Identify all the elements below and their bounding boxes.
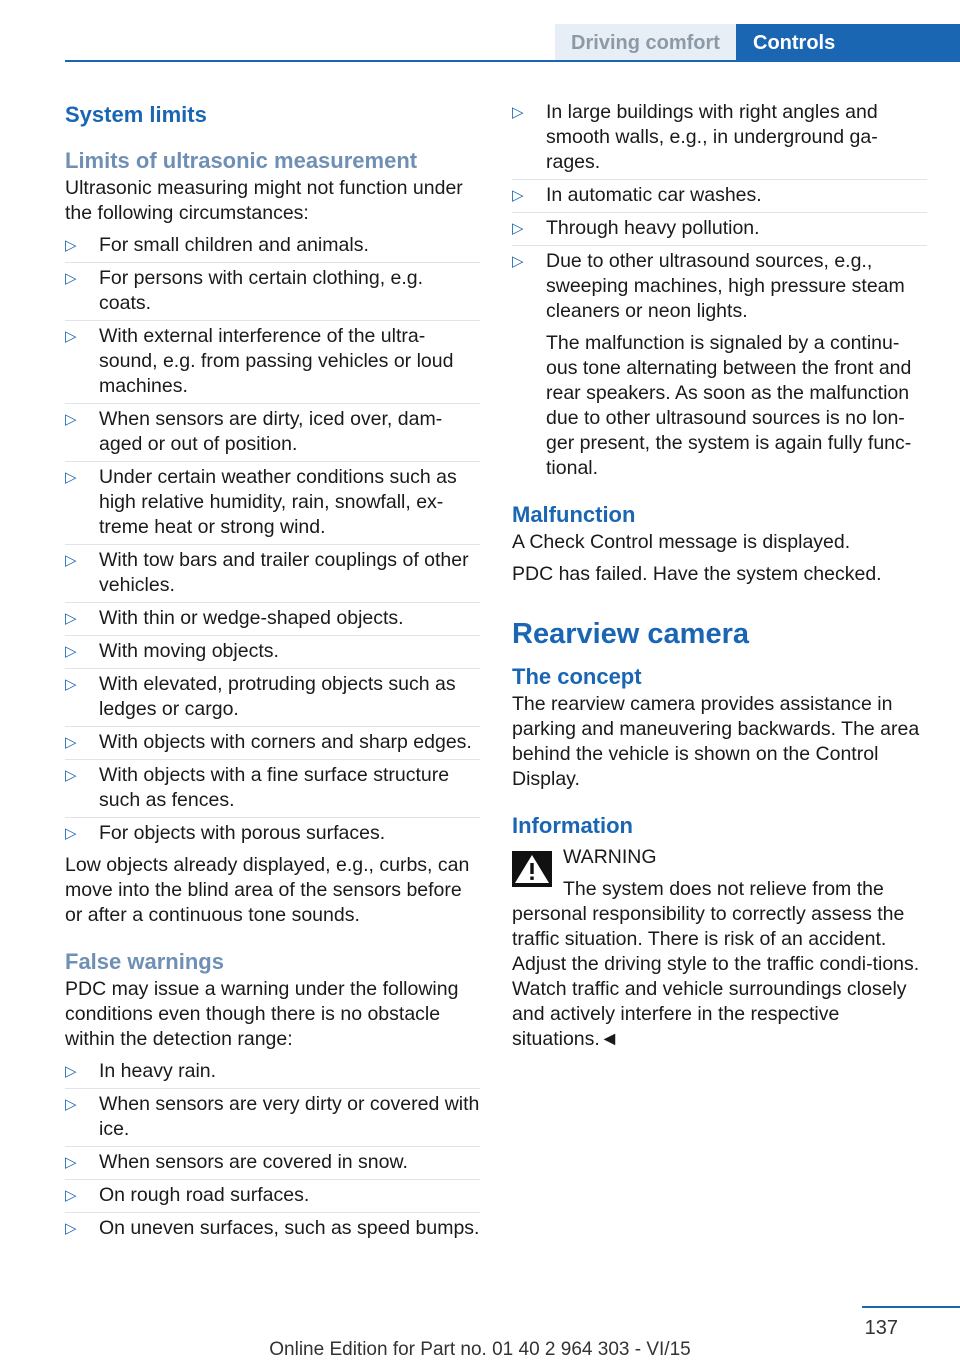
heading-information: Information: [512, 813, 633, 838]
bullet-triangle-icon: ▷: [512, 104, 524, 121]
header-section-tab: Driving comfort: [555, 24, 736, 62]
bullet-triangle-icon: ▷: [65, 411, 77, 428]
bullet-triangle-icon: ▷: [65, 469, 77, 486]
list-item: ▷ On rough road surfaces.: [65, 1183, 480, 1213]
bullet-triangle-icon: ▷: [65, 270, 77, 287]
bullet-triangle-icon: ▷: [65, 1154, 77, 1171]
heading-the-concept: The concept: [512, 664, 642, 689]
list-item: ▷ For small children and animals.: [65, 233, 480, 263]
bullet-triangle-icon: ▷: [65, 643, 77, 660]
heading-false-warnings: False warnings: [65, 949, 224, 974]
list-item: ▷ With tow bars and trailer couplings of other vehicles.: [65, 548, 480, 603]
paragraph-concept: The rearview camera provides assistance in parking and maneuvering backwards. The area behind the vehicle is shown on the Control Display.: [512, 693, 920, 790]
header-rule: [65, 60, 960, 62]
list-item: ▷ With elevated, protruding objects such as ledges or cargo.: [65, 672, 480, 727]
bullet-triangle-icon: ▷: [65, 767, 77, 784]
malfunction-signal-note: The malfunction is signaled by a continu‐ous tone alternating between the front and rear speakers. As soon as the malfunction due to other ultrasound sources is no lon‐ger present, the system is again fully func‐tional.: [546, 332, 912, 479]
list-item: ▷ For persons with certain clothing, e.g. coats.: [65, 266, 480, 321]
bullet-triangle-icon: ▷: [65, 328, 77, 345]
paragraph-ultrasonic: Ultrasonic measuring might not function under the following circumstances:: [65, 177, 463, 224]
list-item: ▷ In heavy rain.: [65, 1059, 480, 1089]
list-item: ▷ Due to other ultrasound sources, e.g., sweeping machines, high pressure steam cleaners or neon lights. The malfunction is signaled by a continu‐ous tone alternating between the front and rear speakers. As soon as the malfunction due to other ultrasound sources is no lon‐ger present, the system is again fully func‐tional.: [512, 249, 927, 485]
list-item: ▷ With objects with corners and sharp edges.: [65, 730, 480, 760]
list-item: ▷ When sensors are dirty, iced over, dam‐aged or out of position.: [65, 407, 480, 462]
footer-rule: [862, 1306, 960, 1308]
bullet-triangle-icon: ▷: [65, 610, 77, 627]
warning-block: [512, 845, 927, 1052]
list-item: ▷ When sensors are very dirty or covered with ice.: [65, 1092, 480, 1147]
bullet-triangle-icon: ▷: [512, 187, 524, 204]
right-column: [512, 100, 927, 1059]
header-chapter-tab: Controls: [736, 24, 960, 62]
bullet-triangle-icon: ▷: [512, 253, 524, 270]
bullet-triangle-icon: ▷: [512, 220, 524, 237]
paragraph-malfunction-2: PDC has failed. Have the system checked.: [512, 563, 882, 585]
bullet-triangle-icon: ▷: [65, 1220, 77, 1237]
bullet-triangle-icon: ▷: [65, 1063, 77, 1080]
list-item: ▷ With objects with a fine surface structure such as fences.: [65, 763, 480, 818]
bullet-triangle-icon: ▷: [65, 1096, 77, 1113]
list-item: ▷ In automatic car washes.: [512, 183, 927, 213]
paragraph-false-warnings: PDC may issue a warning under the following conditions even though there is no obstacle within the detection range:: [65, 978, 459, 1050]
bullet-triangle-icon: ▷: [65, 237, 77, 254]
list-item: ▷ With external interference of the ultra‐sound, e.g. from passing vehicles or loud machines.: [65, 324, 480, 404]
heading-system-limits: System limits: [65, 102, 207, 127]
bullet-triangle-icon: ▷: [65, 734, 77, 751]
page-number: 137: [864, 1317, 898, 1339]
warning-triangle-icon: [512, 851, 552, 887]
warning-title: WARNING: [563, 846, 657, 868]
list-item: ▷ With moving objects.: [65, 639, 480, 669]
list-item: ▷ Through heavy pollution.: [512, 216, 927, 246]
heading-rearview-camera: Rearview camera: [512, 618, 749, 650]
false-warnings-list-continued: [512, 100, 927, 485]
heading-ultrasonic-limits: Limits of ultrasonic measurement: [65, 148, 418, 173]
ultrasonic-limits-list: [65, 233, 480, 850]
false-warnings-list: [65, 1059, 480, 1245]
heading-malfunction: Malfunction: [512, 502, 636, 527]
bullet-triangle-icon: ▷: [65, 1187, 77, 1204]
list-item: ▷ With thin or wedge-shaped objects.: [65, 606, 480, 636]
bullet-triangle-icon: ▷: [65, 825, 77, 842]
warning-text: The system does not relieve from the personal responsibility to correctly assess the traffic situation. There is risk of an accident. Adjust the driving style to the traffic condi‐tions. Watch traffic and vehicle surroundings closely and actively interfere in the respective situations.◄: [512, 878, 920, 1050]
bullet-triangle-icon: ▷: [65, 676, 77, 693]
paragraph-malfunction-1: A Check Control message is displayed.: [512, 531, 851, 553]
list-item: ▷ On uneven surfaces, such as speed bumps.: [65, 1217, 480, 1239]
list-item: ▷ When sensors are covered in snow.: [65, 1150, 480, 1180]
list-item: ▷ For objects with porous surfaces.: [65, 822, 386, 844]
bullet-triangle-icon: ▷: [65, 552, 77, 569]
list-item: ▷ Under certain weather conditions such as high relative humidity, rain, snowfall, ex‐treme heat or strong wind.: [65, 465, 480, 545]
paragraph-low-objects: Low objects already displayed, e.g., curbs, can move into the blind area of the sensors before or after a continuous tone sounds.: [65, 854, 470, 926]
edition-line: Online Edition for Part no. 01 40 2 964 303 - VI/15: [269, 1339, 691, 1360]
list-item: ▷ In large buildings with right angles and smooth walls, e.g., in underground ga‐rages.: [512, 100, 927, 180]
left-column: [65, 100, 480, 1248]
